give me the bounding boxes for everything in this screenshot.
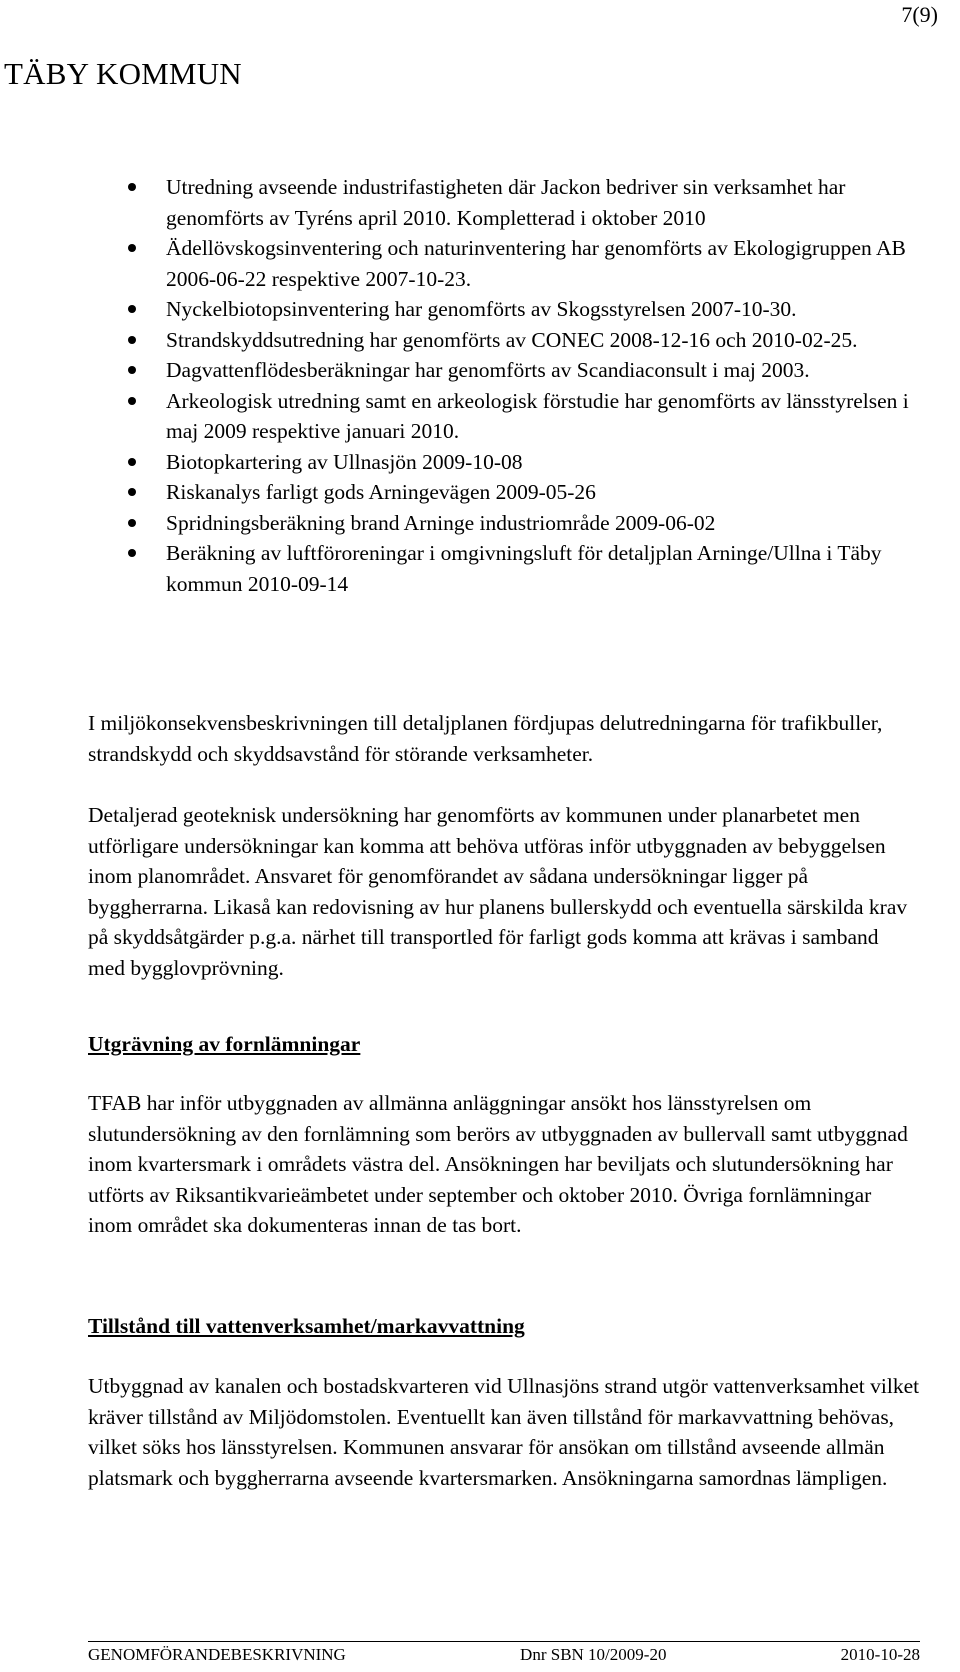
footer-divider	[88, 1641, 920, 1642]
heading-fornlamningar: Utgrävning av fornlämningar	[88, 1032, 361, 1056]
list-item	[128, 172, 918, 233]
bullet-icon	[128, 549, 136, 557]
bullet-icon	[128, 244, 136, 252]
page-footer	[88, 1645, 920, 1665]
paragraph-geoteknik: Detaljerad geoteknisk undersökning har genomförts av kommunen under planarbetet men utförligare undersökningar kan komma att behöva utföras inför utbyggnaden av bebyggelsen inom planområdet. Ansvaret för genomförandet av sådana undersökningar ligger på byggherrarna. Likaså kan redovisning av hur planens bullerskydd och eventuella särskilda krav på skyddsåtgärder p.g.a. närhet till transportled för farligt gods komma att krävas i samband med bygglovprövning.	[88, 803, 908, 980]
list-item-text: Arkeologisk utredning samt en arkeologisk förstudie har genomförts av länsstyrelsen i maj 2009 respektive januari 2010.	[166, 388, 909, 443]
list-item	[128, 386, 918, 447]
page-number: 7(9)	[901, 2, 938, 27]
list-item-text: Riskanalys farligt gods Arningevägen 2009-05-26	[166, 480, 596, 504]
list-item-text: Spridningsberäkning brand Arninge industriområde 2009-06-02	[166, 510, 716, 535]
bullet-icon	[128, 397, 136, 405]
bullet-icon	[128, 336, 136, 344]
list-item-text: Nyckelbiotopsinventering har genomförts av Skogsstyrelsen 2007-10-30.	[166, 297, 797, 321]
list-item-text: Ädellövskogsinventering och naturinventering har genomförts av Ekologigruppen AB 2006-06-22 respektive 2007-10-23.	[166, 236, 906, 291]
bullet-icon	[128, 183, 136, 191]
list-item-text: Beräkning av luftföroreningar i omgivningsluft för detaljplan Arninge/Ullna i Täby kommun 2010-09-14	[166, 541, 882, 596]
bullet-icon	[128, 458, 136, 466]
list-item	[128, 447, 918, 478]
list-item	[128, 294, 918, 325]
list-item	[128, 233, 918, 294]
list-item	[128, 325, 918, 356]
footer-document-type: GENOMFÖRANDEBESKRIVNING	[88, 1645, 346, 1664]
bullet-icon	[128, 488, 136, 496]
investigations-list	[128, 172, 918, 599]
list-item-text: Utredning avseende industrifastigheten där Jackon bedriver sin verksamhet har genomförts av Tyréns april 2010. Kompletterad i oktober 2010	[166, 175, 846, 230]
list-item	[128, 508, 918, 539]
list-item	[128, 477, 918, 508]
heading-vattenverksamhet: Tillstånd till vattenverksamhet/markavvattning	[88, 1314, 525, 1338]
bullet-icon	[128, 305, 136, 313]
footer-reference: Dnr SBN 10/2009-20	[520, 1645, 667, 1664]
list-item-text: Dagvattenflödesberäkningar har genomförts av Scandiaconsult i maj 2003.	[166, 358, 810, 382]
bullet-icon	[128, 366, 136, 374]
bullet-icon	[128, 519, 136, 527]
paragraph-vattenverksamhet: Utbyggnad av kanalen och bostadskvarteren vid Ullnasjöns strand utgör vattenverksamhet vilket kräver tillstånd av Miljödomstolen. Eventuellt kan även tillstånd för markavvattning behövas, vilket söks hos länsstyrelsen. Kommunen ansvarar för ansökan om tillstånd avseende allmän platsmark och byggherrarna avseende kvartersmarken. Ansökningarna samordnas lämpligen.	[88, 1374, 920, 1490]
footer-date: 2010-10-28	[840, 1645, 920, 1664]
paragraph-fornlamningar: TFAB har inför utbyggnaden av allmänna anläggningar ansökt hos länsstyrelsen om slutundersökning av den fornlämning som berörs av utbyggnaden av bullervall samt utbyggnad inom kvartersmark i områdets västra del. Ansökningen har beviljats och slutundersökning har utförts av Riksantikvarieämbetet under september och oktober 2010. Övriga fornlämningar inom området ska dokumenteras innan de tas bort.	[88, 1091, 908, 1237]
list-item-text: Biotopkartering av Ullnasjön 2009-10-08	[166, 449, 523, 474]
organization-title: TÄBY KOMMUN	[4, 56, 242, 91]
list-item	[128, 355, 918, 386]
list-item	[128, 538, 918, 599]
list-item-text: Strandskyddsutredning har genomförts av CONEC 2008-12-16 och 2010-02-25.	[166, 327, 858, 352]
paragraph-miljokonsekvens: I miljökonsekvensbeskrivningen till detaljplanen fördjupas delutredningarna för trafikbuller, strandskydd och skyddsavstånd för störande verksamheter.	[88, 711, 883, 766]
